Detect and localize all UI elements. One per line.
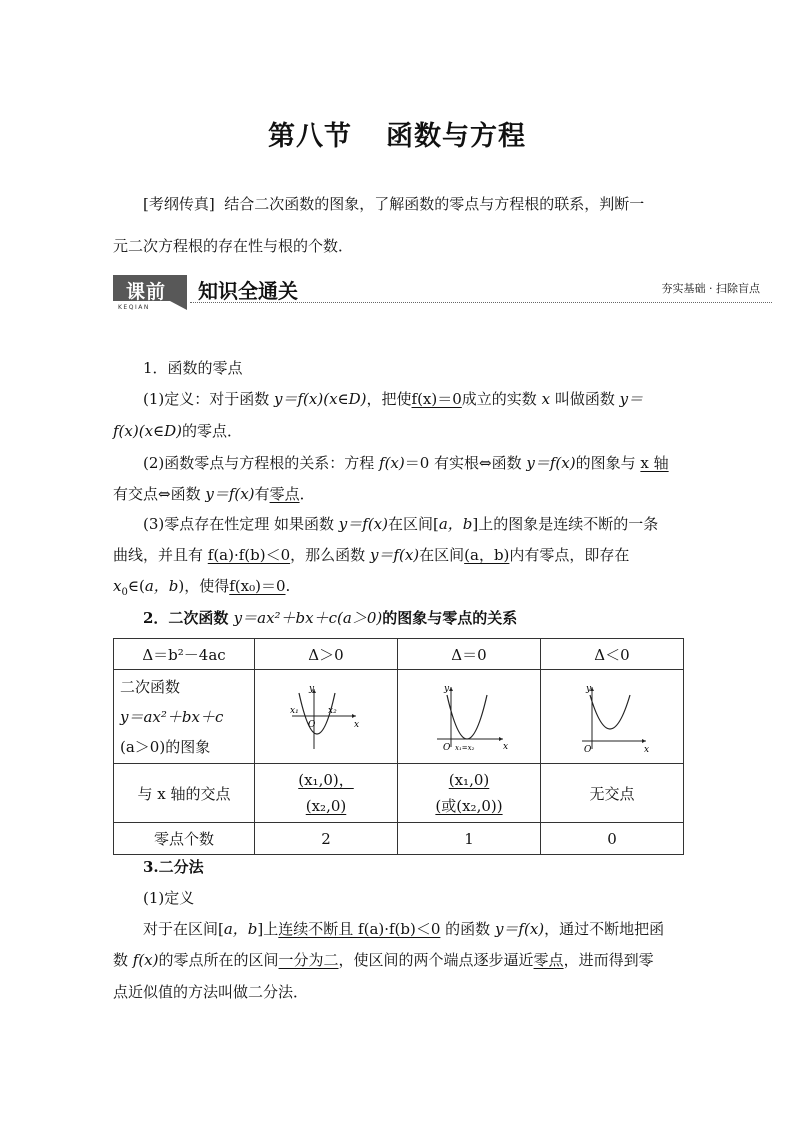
intro-line-1: [考纲传真] 结合二次函数的图象，了解函数的零点与方程根的联系，判断一 [143, 195, 645, 213]
svg-text:y: y [586, 683, 592, 694]
svg-text:x₁: x₁ [290, 705, 299, 716]
intro-line-2: 元二次方程根的存在性与根的个数． [113, 237, 354, 255]
graph-two-roots [255, 670, 398, 764]
table-header: Δ＝0 [398, 639, 541, 670]
s1-thm-line1: (3)零点存在性定理 如果函数 y＝f(x)在区间[a，b]上的图象是连续不断的一条 [143, 515, 659, 533]
table-row [114, 670, 684, 764]
blank-continuous: 连续不断且 f(a)·f(b)＜0 [278, 920, 441, 938]
table-cell: (x₁,0)， (x₂,0) [255, 764, 398, 823]
table-header: Δ＝b²－4ac [114, 639, 255, 670]
title-section: 第八节 [268, 121, 352, 152]
s3-line2: 数 f(x)的零点所在的区间一分为二，使区间的两个端点逐步逼近零点，进而得到零 [113, 951, 654, 969]
table-header: Δ＜0 [541, 639, 684, 670]
s1-rel-line2: 有交点⇔函数 y＝f(x)有零点． [113, 485, 315, 503]
s1-thm-line3: $x_0\in(a$，b)，使得f(x₀)＝0. [113, 577, 291, 598]
table-row [114, 764, 684, 823]
blank-x-axis: x 轴 [640, 454, 669, 472]
svg-text:y: y [444, 683, 450, 694]
svg-text:x: x [503, 741, 509, 752]
svg-text:x₁=x₂: x₁=x₂ [455, 743, 475, 752]
s1-rel-line1: (2)函数零点与方程根的关系：方程 f(x)＝0 有实根⇔函数 y＝f(x)的图象与 x 轴 [143, 454, 669, 472]
table-cell: 2 [255, 823, 398, 855]
graph-one-root [398, 670, 541, 764]
banner-pinyin: KEQIAN [118, 304, 150, 311]
s1-heading: 1．函数的零点 [143, 359, 243, 377]
blank-fa-fb: f(a)·f(b)＜0 [207, 546, 291, 564]
banner-divider [190, 302, 772, 303]
svg-text:x: x [354, 719, 360, 730]
svg-text:O: O [584, 744, 592, 755]
quadratic-zero-table [113, 638, 684, 855]
parabola-two-roots-graph [286, 679, 366, 755]
banner-tag: 课前 [126, 281, 167, 303]
table-cell: 无交点 [541, 764, 684, 823]
blank-split-half: 一分为二 [278, 951, 339, 969]
table-cell: 0 [541, 823, 684, 855]
blank-approach-zero: 零点 [533, 951, 564, 969]
s1-def-line1: (1)定义：对于函数 y＝f(x)(x∈D)，把使f(x)＝0成立的实数 x 叫做函数 y＝ [143, 390, 644, 408]
table-cell: (x₁,0) (或(x₂,0)) [398, 764, 541, 823]
svg-text:O: O [443, 742, 451, 753]
parabola-one-root-graph [429, 679, 509, 755]
svg-text:O: O [308, 719, 316, 730]
s3-heading: 3.二分法 [143, 858, 204, 876]
svg-text:x: x [644, 744, 650, 755]
table-cell-label: 二次函数 y＝ax²＋bx＋c (a＞0)的图象 [114, 670, 255, 764]
title-topic: 函数与方程 [386, 121, 526, 152]
s2-heading: 2．二次函数 y＝ax²＋bx＋c(a＞0)的图象与零点的关系 [143, 609, 518, 627]
blank-fx-eq-0: f(x)＝0 [411, 390, 462, 408]
s3-subheading: (1)定义 [143, 889, 195, 907]
s3-line3: 点近似值的方法叫做二分法． [113, 983, 309, 1001]
banner-slogan: 夯实基础 · 扫除盲点 [661, 282, 760, 295]
parabola-no-root-graph [572, 679, 652, 755]
banner-title: 知识全通关 [198, 279, 298, 303]
blank-zero-point: 零点 [269, 485, 300, 503]
blank-fx0: f(x₀)＝0 [229, 577, 286, 595]
intro-tag: [考纲传真] [143, 195, 215, 213]
banner-tag-corner [170, 301, 187, 310]
s1-thm-line2: 曲线，并且有 f(a)·f(b)＜0，那么函数 y＝f(x)在区间(a，b)内有零点，即存在 [113, 546, 630, 564]
s1-def-line2: f(x)(x∈D)的零点． [113, 422, 243, 440]
table-cell: 1 [398, 823, 541, 855]
table-row [114, 823, 684, 855]
s3-line1: 对于在区间[a，b]上连续不断且 f(a)·f(b)＜0 的函数 y＝f(x)，通过不断地把函 [143, 920, 665, 938]
graph-no-root [541, 670, 684, 764]
table-cell-label: 零点个数 [114, 823, 255, 855]
blank-interval: (a，b) [464, 546, 510, 564]
svg-text:y: y [309, 683, 315, 694]
table-cell-label: 与 x 轴的交点 [114, 764, 255, 823]
table-header: Δ＞0 [255, 639, 398, 670]
svg-text:x₂: x₂ [328, 705, 337, 716]
table-row [114, 639, 684, 670]
page-title [0, 114, 794, 153]
